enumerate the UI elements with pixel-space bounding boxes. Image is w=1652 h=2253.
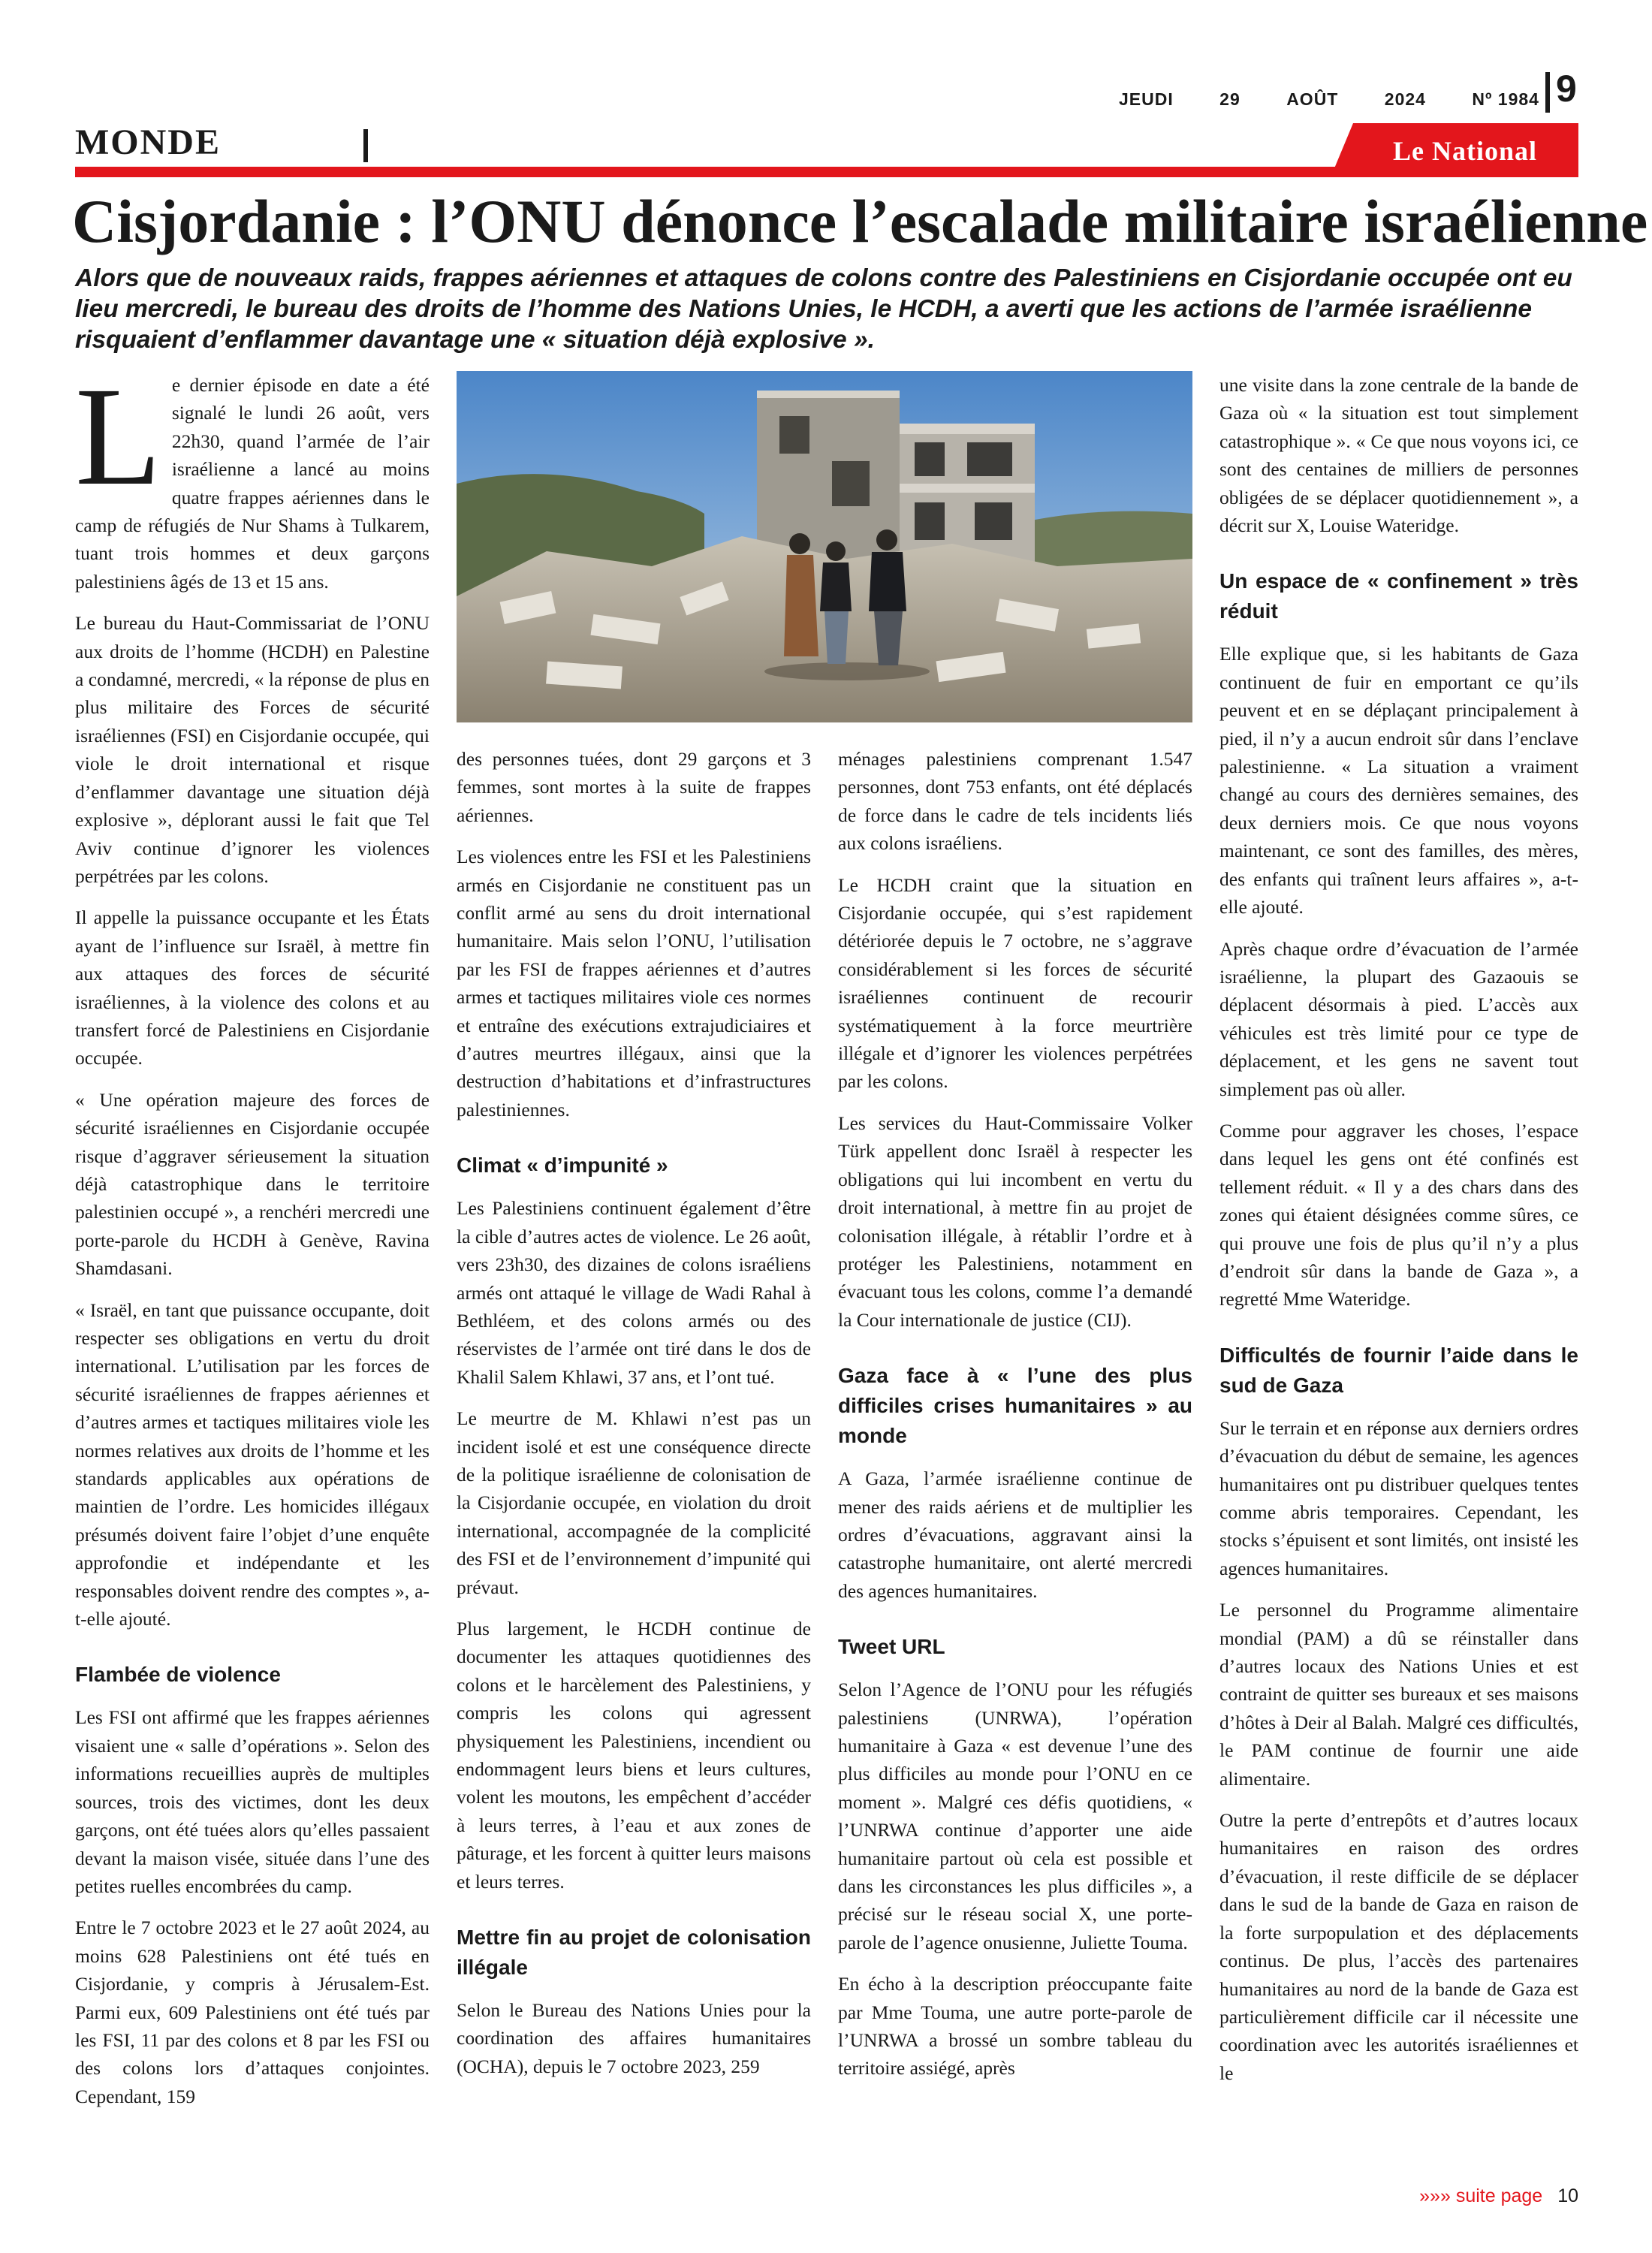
paragraph: Entre le 7 octobre 2023 et le 27 août 2024, au moins 628 Palestiniens ont été tués en Cisjordanie, y compris à Jérusalem-Est. Parmi eux, 609 Palestiniens ont été tués par les FSI, 11 par des colons et 8 par les FSI ou des colons lors d’attaques conjointes. Cependant, 159 xyxy=(75,1917,430,2107)
paragraph: Comme pour aggraver les choses, l’espace dans lequel les gens ont été confinés est tellement réduit. « Il y a des chars dans des zones qui étaient désignées comme sûres, ce qui prouve une fois de plus qu’il n’y a plus d’endroit sûr dans la bande de Gaza », a regretté Mme Wateridge. xyxy=(1219,1119,1578,1310)
page-number: 9 xyxy=(1556,68,1577,110)
paragraph: Selon l’Agence de l’ONU pour les réfugiés palestiniens (UNRWA), l’opération humanitaire à Gaza « est devenue l’une des plus difficiles au monde pour l’ONU en ce moment ». Malgré ces défis quotidiens, « l’UNRWA continue d’apporter une aide humanitaire partout où cela est possible et dans les circonstances les plus difficiles », a précisé sur le réseau social X, une porte-parole de l’agence onusienne, Juliette Touma. xyxy=(838,1678,1192,1953)
article-column-3 xyxy=(838,745,1192,2096)
article-column-1 xyxy=(75,357,430,2124)
article-photo xyxy=(457,371,1192,722)
paragraph: « Une opération majeure des forces de sécurité israéliennes en Cisjordanie occupée risque d’aggraver sérieusement la situation déjà catastrophique dans le territoire palestinien occupé », a renchéri mercredi une porte-parole du HCDH à Genève, Ravina Shamdasani. xyxy=(75,1088,430,1280)
paragraph: des personnes tuées, dont 29 garçons et 3 femmes, sont mortes à la suite de frappes aériennes. xyxy=(457,748,811,826)
paragraph: Après chaque ordre d’évacuation de l’armée israélienne, la plupart des Gazaouis se déplacent désormais à pied. L’accès aux véhicules est très limité pour ce type de déplacement, et les gens ne savent tout simplement pas où aller. xyxy=(1219,937,1578,1100)
page-number-divider xyxy=(1545,72,1550,113)
dateline-day: JEUDI xyxy=(1119,89,1174,109)
article-headline: Cisjordanie : l’ONU dénonce l’escalade militaire israélienne xyxy=(72,187,1648,255)
paragraph: Les violences entre les FSI et les Palestiniens armés en Cisjordanie ne constituent pas un conflit armé au sens du droit international humanitaire. Mais selon l’ONU, l’utilisation par les FSI de frappes aériennes et d’autres armes et tactiques militaires viole ces normes et entraîne des exécutions extrajudiciaires et d’autres meurtres illégaux, ainsi que la destruction d’habitations et d’infrastructures palestiniennes. xyxy=(457,846,811,1120)
paragraph: Outre la perte d’entrepôts et d’autres locaux humanitaires en raison des ordres d’évacuation, il reste difficile de se déplacer dans le sud de la bande de Gaza en raison de la forte surpopulation et des déplacements continus. De plus, l’accès des partenaires humanitaires au nord de la bande de Gaza est particulièrement difficile car il nécessite une coordination avec les autorités israéliennes et le xyxy=(1219,1809,1578,2084)
subheading: Un espace de « confinement » très réduit xyxy=(1219,569,1578,623)
paragraph-text: e dernier épisode en date a été signalé le lundi 26 août, vers 22h30, quand l’armée de l’air israélienne a lancé au moins quatre frappes aériennes dans le camp de réfugiés de Nur Shams à Tulkarem, tuant trois hommes et deux garçons palestiniens âgés de 13 et 15 ans. xyxy=(75,374,430,593)
paragraph: Le bureau du Haut-Commissariat de l’ONU aux droits de l’homme (HCDH) en Palestine a condamné, mercredi, « la réponse de plus en plus militaire des Forces de sécurité israéliennes (FSI) en Cisjordanie occupée, qui viole le droit international et risque d’enflammer davantage une situation déjà explosive », déplorant aussi le fait que Tel Aviv continue d’ignorer les violences perpétrées par les colons. xyxy=(75,612,430,887)
paragraph: En écho à la description préoccupante faite par Mme Touma, une autre porte-parole de l’UNRWA a brossé un sombre tableau du territoire assiégé, après xyxy=(838,1973,1192,2080)
paragraph: Les FSI ont affirmé que les frappes aériennes visaient une « salle d’opérations ». Selon des informations recueillies auprès de multiples sources, trois des victimes, dont les deux garçons, ont été tuées alors qu’elles passaient devant la maison visée, située dans l’une des petites ruelles encombrées du camp. xyxy=(75,1706,430,1897)
subheading: Mettre fin au projet de colonisation illégale xyxy=(457,1926,811,1980)
paragraph: ménages palestiniens comprenant 1.547 personnes, dont 753 enfants, ont été déplacés de force dans le cadre de tels incidents liés aux colons israéliens. xyxy=(838,748,1192,855)
paragraph: Il appelle la puissance occupante et les États ayant de l’influence sur Israël, à mettre fin aux attaques des forces de sécurité israéliennes, à la violence des colons et au transfert forcé de Palestiniens en Cisjordanie occupée. xyxy=(75,906,430,1069)
continued-link[interactable] xyxy=(1367,2185,1578,2207)
paragraph: Les services du Haut-Commissaire Volker Türk appellent donc Israël à respecter les obligations qui lui incombent en vertu du droit international, à mettre fin au projet de colonisation illégale, à rétablir l’ordre et à protéger les Palestiniens, notamment en évacuant tous les colons, comme l’a demandé la Cour internationale de justice (CIJ). xyxy=(838,1111,1192,1331)
subheading: Climat « d’impunité » xyxy=(457,1154,668,1178)
issue-dateline xyxy=(1119,84,1539,114)
paragraph: Elle explique que, si les habitants de Gaza continuent de fuir en emportant ce qu’ils peuvent et en se déplaçant principalement à pied, il n’y a aucun endroit sûr dans l’enclave palestinienne. « La situation a vraiment changé au cours des dernières semaines, des deux derniers mois. Ce que nous voyons maintenant, ce sont des familles, des mères, des enfants qui traînent leurs affaires », a-t-elle ajouté. xyxy=(1219,643,1578,918)
subheading: Flambée de violence xyxy=(75,1663,281,1687)
article-column-4 xyxy=(1219,371,1578,2101)
paragraph: Les Palestiniens continuent également d’être la cible d’autres actes de violence. Le 26 août, vers 23h30, des dizaines de colons israéliens armés ont attaqué le village de Wadi Rahal à Bethléem, et des colons armés ou des réservistes de l’armée ont tiré dans le dos de Khalil Salem Khlawi, 37 ans, et l’ont tué. xyxy=(457,1197,811,1388)
paragraph: « Israël, en tant que puissance occupante, doit respecter ses obligations en vertu du droit international. L’utilisation par les forces de sécurité israéliennes de frappes aériennes et d’autres armes et tactiques militaires viole les normes relatives aux droits de l’homme et les standards applicables aux opérations de maintien de l’ordre. Les homicides illégaux présumés doivent faire l’objet d’une enquête approfondie et indépendante et les responsables doivent rendre des comptes », a-t-elle ajouté. xyxy=(75,1298,430,1630)
drop-cap: L xyxy=(75,357,161,514)
paragraph xyxy=(75,357,430,596)
subheading: Tweet URL xyxy=(838,1635,945,1659)
continued-page-number: 10 xyxy=(1557,2185,1578,2206)
article-column-2 xyxy=(457,745,811,2094)
continued-label: »»» suite page xyxy=(1419,2185,1543,2206)
subheading: Gaza face à « l’une des plus difficiles crises humanitaires » au monde xyxy=(838,1364,1192,1448)
paragraph: Le HCDH craint que la situation en Cisjordanie occupée, qui s’est rapidement détériorée depuis le 7 octobre, ne s’aggrave considérablement si les forces de sécurité israéliennes continuent de recourir systématiquement à la force meurtrière illégale et d’ignorer les violences perpétrées par les colons. xyxy=(838,873,1192,1093)
brand-name: Le National xyxy=(1392,136,1537,166)
paragraph: Le personnel du Programme alimentaire mondial (PAM) a dû se réinstaller dans d’autres locaux des Nations Unies et est contraint de quitter ses bureaux et ses maisons d’hôtes à Deir al Balah. Malgré ces difficultés, le PAM continue de fournir une aide alimentaire. xyxy=(1219,1599,1578,1790)
subheading: Difficultés de fournir l’aide dans le sud de Gaza xyxy=(1219,1343,1578,1397)
dateline-year: 2024 xyxy=(1384,89,1426,109)
paragraph: Plus largement, le HCDH continue de documenter les attaques quotidiennes des colons et le harcèlement des Palestiniens, y compris les colons qui agressent physiquement les Palestiniens, incendient ou endommagent leurs biens et leurs cultures, volent les moutons, les empêchent d’accéder à leurs terres, à l’eau et aux zones de pâturage, et les forcent à quitter leurs maisons et leurs terres. xyxy=(457,1617,811,1893)
section-divider xyxy=(363,129,368,162)
paragraph: Selon le Bureau des Nations Unies pour la coordination des affaires humanitaires (OCHA), depuis le 7 octobre 2023, 259 xyxy=(457,1999,811,2077)
paragraph: Le meurtre de M. Khlawi n’est pas un incident isolé et est une conséquence directe de la politique israélienne de colonisation de la Cisjordanie occupée, en violation du droit international, accompagnée de la complicité des FSI et de l’environnement d’impunité qui prévaut. xyxy=(457,1407,811,1598)
paragraph: A Gaza, l’armée israélienne continue de mener des raids aériens et de multiplier les ordres d’évacuations, aggravant ainsi la catastrophe humanitaire, ont alerté mercredi des agences humanitaires. xyxy=(838,1467,1192,1602)
section-label: MONDE xyxy=(75,122,221,162)
paragraph: une visite dans la zone centrale de la bande de Gaza où « la situation est tout simplement catastrophique ». « Ce que nous voyons ici, ce sont des centaines de milliers de personnes obligées de se déplacer quotidiennement », a décrit sur X, Louise Wateridge. xyxy=(1219,374,1578,537)
article-lead: Alors que de nouveaux raids, frappes aériennes et attaques de colons contre des Palestiniens en Cisjordanie occupée ont eu lieu mercredi, le bureau des droits de l’homme des Nations Unies, le HCDH, a averti que les actions de l’armée israélienne risquaient d’enflammer davantage une « situation déjà explosive ». xyxy=(75,264,1572,354)
dateline-date: 29 xyxy=(1219,89,1241,109)
dateline-month: AOÛT xyxy=(1286,89,1339,109)
issue-number: Nº 1984 xyxy=(1472,89,1539,109)
paragraph: Sur le terrain et en réponse aux derniers ordres d’évacuation du début de semaine, les agences humanitaires ont pu distribuer quelques tentes comme abris temporaires. Cependant, les stocks s’épuisent et sont limités, ont insisté les agences humanitaires. xyxy=(1219,1416,1578,1579)
